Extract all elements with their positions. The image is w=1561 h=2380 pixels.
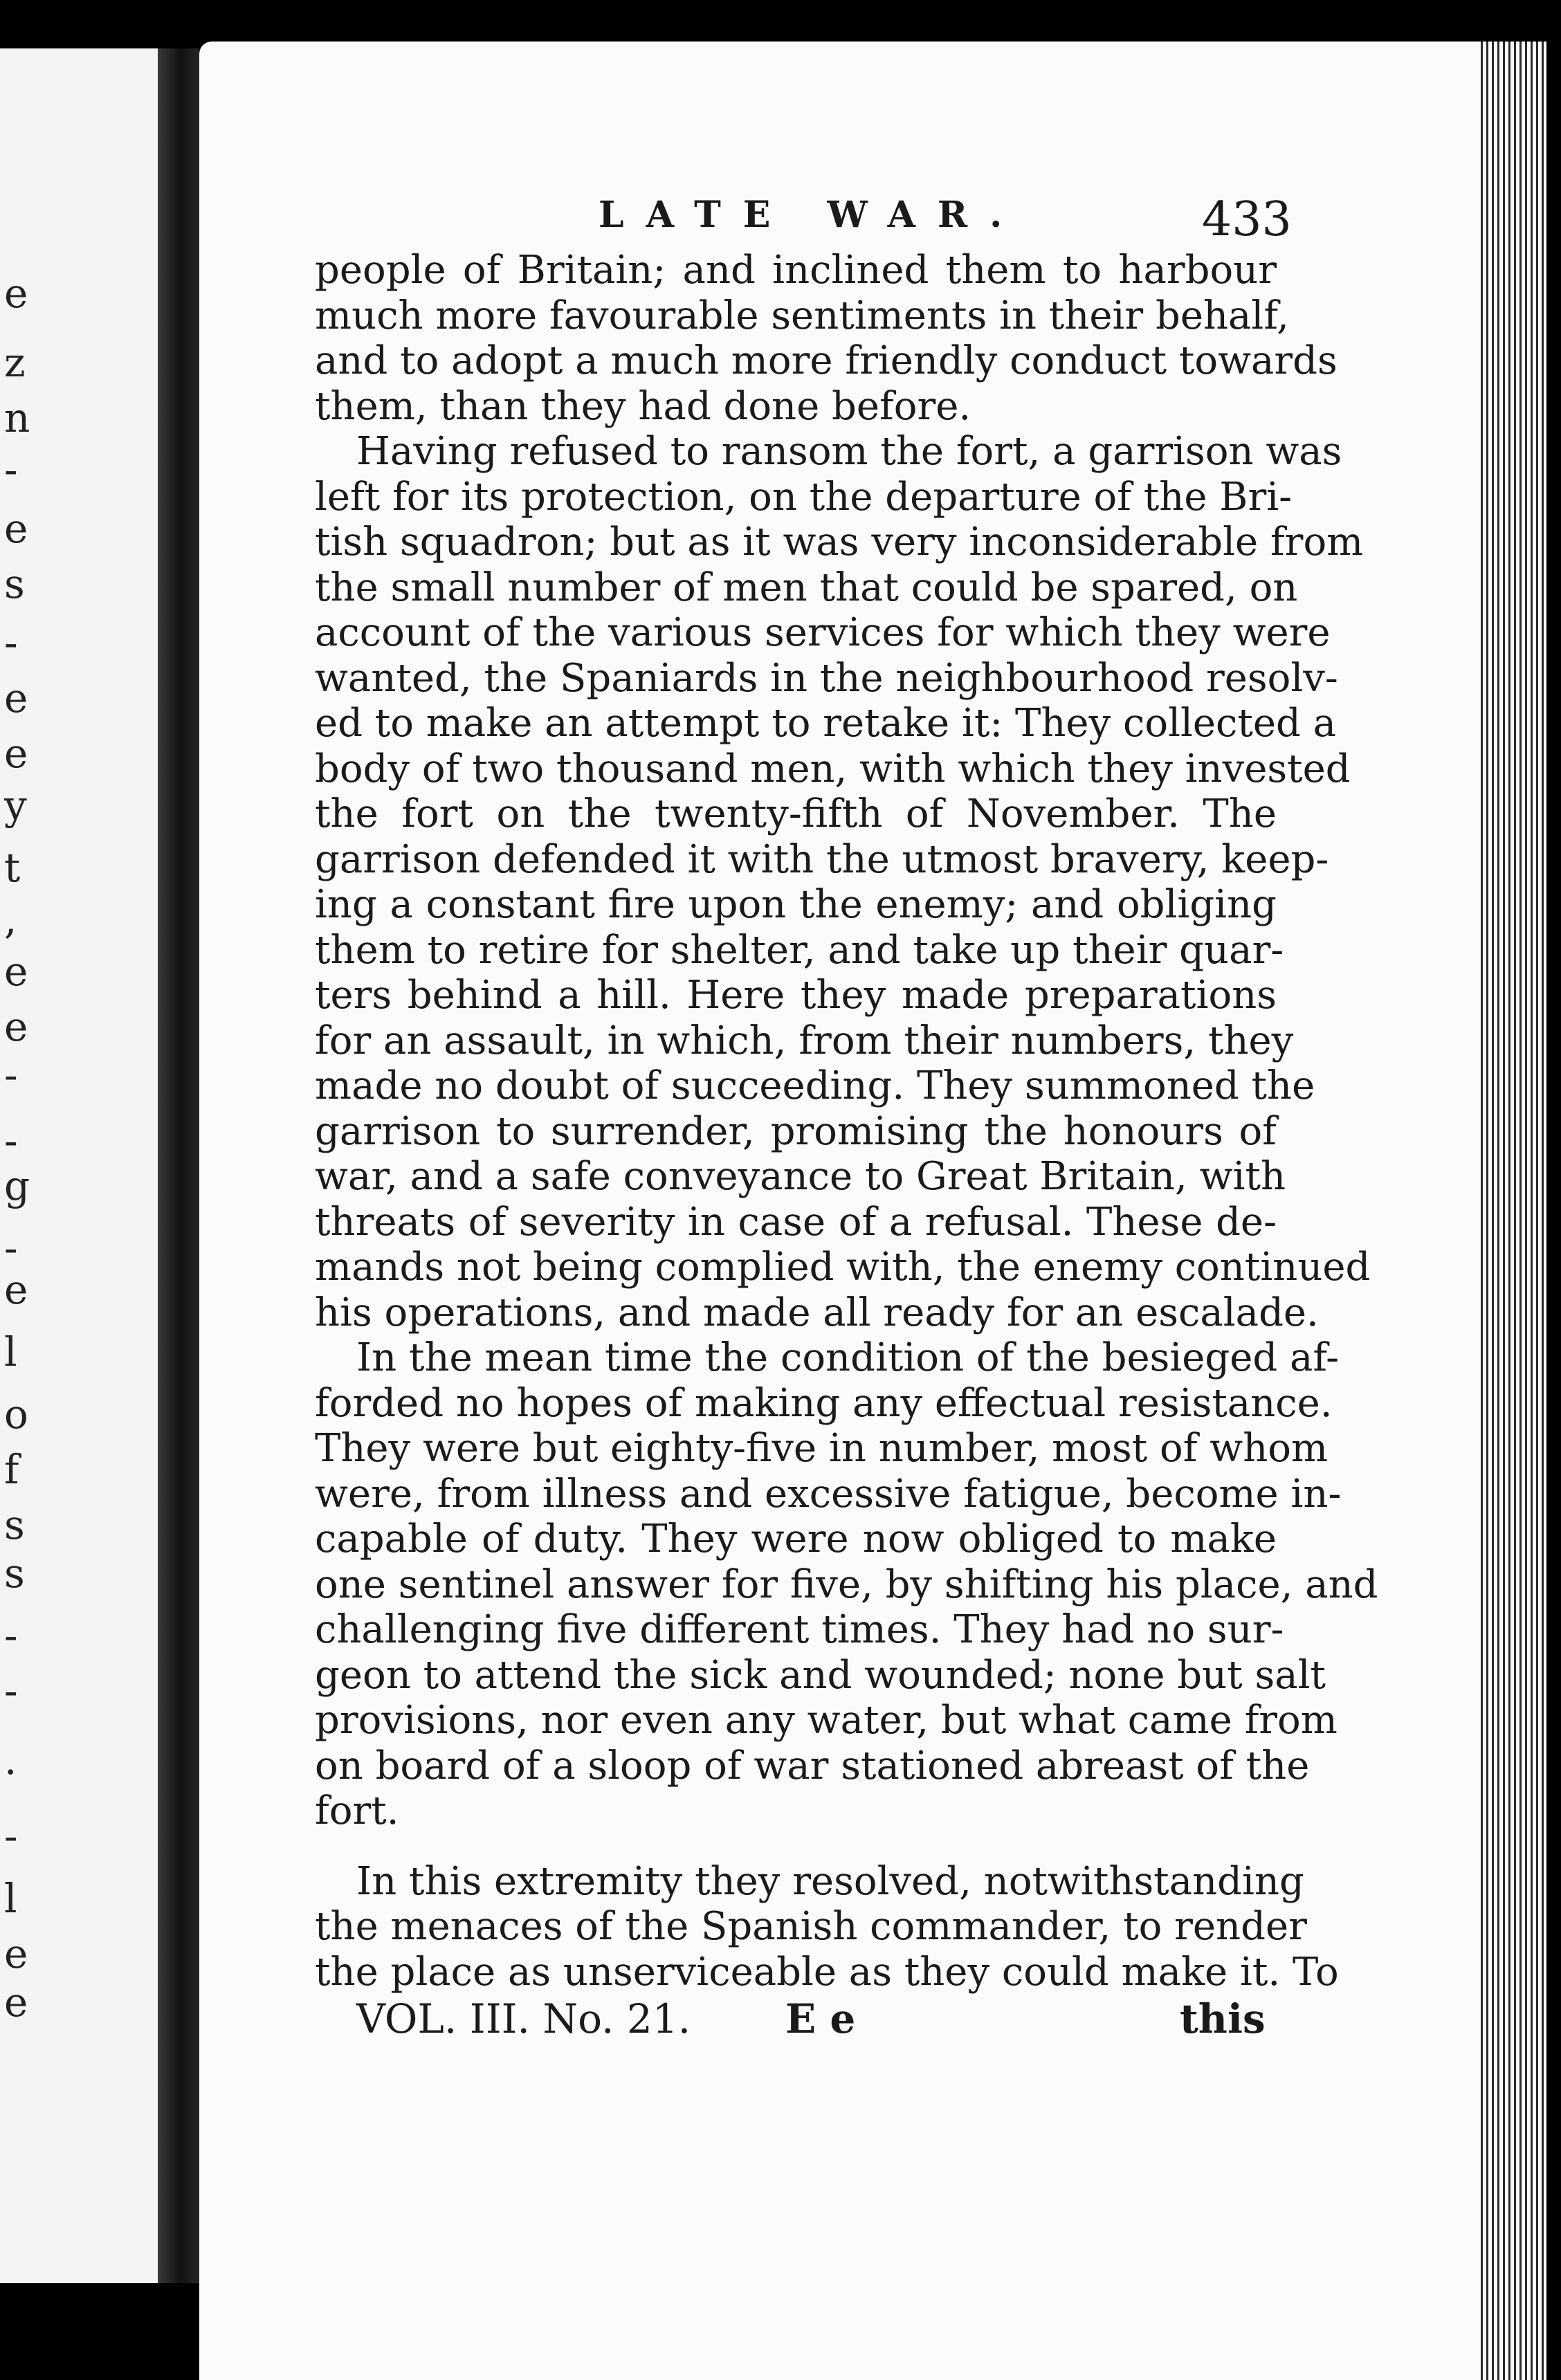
text-line: one sentinel answer for five, by shifting his place, and [315, 1562, 1378, 1607]
text-line: geon to attend the sick and wounded; none but salt [315, 1652, 1326, 1698]
running-title: LATE WAR. [599, 194, 1025, 236]
text-line: In the mean time the condition of the besieged af- [356, 1335, 1340, 1380]
facing-page-edge [0, 48, 158, 2283]
text-line: on board of a sloop of war stationed abreast of the [315, 1743, 1310, 1788]
text-line: account of the various services for which they were [315, 610, 1331, 655]
text-line: garrison defended it with the utmost bravery, keep- [315, 836, 1329, 882]
text-line: Having refused to ransom the fort, a garrison was [356, 429, 1342, 474]
text-line: them, than they had done before. [315, 383, 971, 429]
text-line: wanted, the Spaniards in the neighbourhood resolv- [315, 655, 1338, 701]
facing-page-letter: , [4, 896, 17, 943]
facing-page-letter: e [4, 675, 28, 722]
facing-page-letters [0, 48, 42, 2283]
text-line: them to retire for shelter, and take up their quar- [315, 927, 1284, 973]
text-line: provisions, nor even any water, but what came from [315, 1698, 1338, 1743]
facing-page-letter: - [4, 1117, 18, 1164]
facing-page-letter: - [4, 446, 18, 493]
text-line: tish squadron; but as it was very inconsiderable from [315, 520, 1364, 565]
text-line: body of two thousand men, with which they invested [315, 746, 1351, 791]
facing-page-letter: . [4, 1737, 17, 1784]
facing-page-letter: n [4, 394, 30, 441]
page-edges [1477, 42, 1546, 2380]
facing-page-letter: - [4, 1612, 18, 1659]
facing-page-letter: - [4, 1225, 18, 1272]
text-line: In this extremity they resolved, notwithstanding [356, 1858, 1304, 1904]
paragraph-gap [315, 1834, 1277, 1859]
facing-page-letter: e [4, 505, 28, 552]
text-line: people of Britain; and inclined them to harbour [315, 248, 1277, 293]
facing-page-letter: l [4, 1875, 17, 1922]
catchword: this [1180, 1995, 1266, 2042]
text-line: garrison to surrender, promising the honours of [315, 1108, 1277, 1154]
text-line: much more favourable sentiments in their behalf, [315, 293, 1289, 338]
facing-page-letter: - [4, 1813, 18, 1860]
text-line: ing a constant fire upon the enemy; and obliging [315, 882, 1277, 927]
text-line: left for its protection, on the departure of the Bri- [315, 474, 1293, 520]
text-line: forded no hopes of making any effectual resistance. [315, 1380, 1333, 1426]
text-line: for an assault, in which, from their numbers, they [315, 1018, 1294, 1063]
text-line: and to adopt a much more friendly conduct towards [315, 338, 1338, 383]
body-text [315, 248, 1378, 1995]
facing-page-letter: e [4, 1930, 28, 1977]
facing-page-letter: e [4, 730, 28, 777]
signature-mark: E e [785, 1995, 856, 2042]
text-line: challenging five different times. They had no sur- [315, 1607, 1284, 1652]
text-line: ters behind a hill. Here they made preparations [315, 973, 1277, 1018]
text-line: the fort on the twenty-fifth of November. The [315, 791, 1277, 836]
facing-page-letter: s [4, 1501, 25, 1548]
facing-page-letter: e [4, 270, 28, 317]
facing-page-letter: e [4, 948, 28, 995]
text-line: capable of duty. They were now obliged to make [315, 1517, 1277, 1562]
text-line: fort. [315, 1788, 399, 1833]
facing-page-letter: l [4, 1328, 17, 1375]
volume-signature: VOL. III. No. 21. [356, 1995, 691, 2042]
facing-page-letter: f [4, 1446, 19, 1493]
text-line: were, from illness and excessive fatigue, become in- [315, 1471, 1342, 1517]
text-line: threats of severity in case of a refusal. These de- [315, 1199, 1277, 1245]
running-head [315, 185, 1292, 248]
facing-page-letter: - [4, 1052, 18, 1099]
facing-page-letter: - [4, 619, 18, 666]
facing-page-letter: z [4, 339, 26, 386]
facing-page-letter: s [4, 1550, 25, 1597]
facing-page-letter: - [4, 1667, 18, 1714]
page-number: 433 [1202, 192, 1292, 247]
text-line: They were but eighty-five in number, most of whom [315, 1426, 1329, 1471]
facing-page-letter: t [4, 844, 21, 891]
facing-page-letter: o [4, 1391, 28, 1438]
page-footer [315, 1996, 1277, 2042]
facing-page-letter: e [4, 1266, 28, 1313]
book-gutter [158, 48, 199, 2283]
text-line: war, and a safe conveyance to Great Britain, with [315, 1154, 1286, 1199]
text-line: ed to make an attempt to retake it: They collected a [315, 701, 1337, 746]
facing-page-letter: s [4, 560, 25, 607]
text-line: mands not being complied with, the enemy continued [315, 1245, 1371, 1290]
text-line: the menaces of the Spanish commander, to render [315, 1904, 1307, 1949]
text-line: his operations, and made all ready for an escalade. [315, 1290, 1319, 1335]
facing-page-letter: g [4, 1162, 30, 1209]
text-line: made no doubt of succeeding. They summoned the [315, 1063, 1315, 1108]
text-line: the small number of men that could be spared, on [315, 565, 1298, 610]
facing-page-letter: e [4, 1979, 28, 2026]
facing-page-letter: y [4, 782, 27, 829]
text-line: the place as unserviceable as they could make it. To [315, 1949, 1339, 1995]
facing-page-letter: e [4, 1003, 28, 1050]
text-block [315, 185, 1378, 2042]
